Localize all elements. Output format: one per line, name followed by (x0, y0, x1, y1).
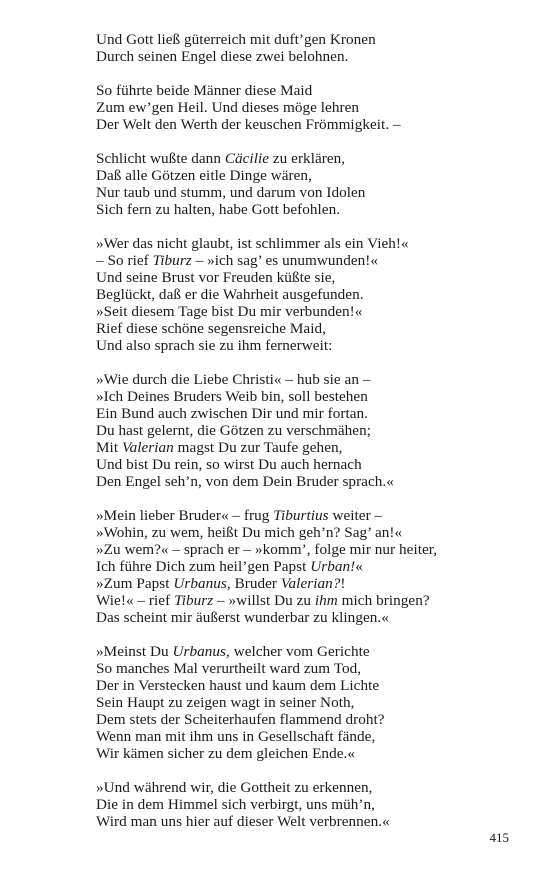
poem-line: Und Gott ließ güterreich mit duft’gen Kronen (96, 31, 376, 48)
poem-line: »Und während wir, die Gottheit zu erkennen, (96, 779, 373, 796)
stanza (96, 235, 516, 354)
poem-line: Sein Haupt zu zeigen wagt in seiner Noth, (96, 694, 355, 711)
poem-line: Ich führe Dich zum heil’gen Papst Urban!« (96, 558, 363, 575)
poem-line: Durch seinen Engel diese zwei belohnen. (96, 48, 349, 65)
poem-line: »Wohin, zu wem, heißt Du mich geh’n? Sag’ an!« (96, 524, 403, 541)
poem-line: Und seine Brust vor Freuden küßte sie, (96, 269, 336, 286)
stanza (96, 643, 516, 762)
poem-line: Das scheint mir äußerst wunderbar zu klingen.« (96, 609, 389, 626)
page-number: 415 (489, 830, 509, 845)
poem-line: Wenn man mit ihm uns in Gesellschaft fände, (96, 728, 376, 745)
poem-text (96, 31, 516, 847)
stanza (96, 31, 516, 65)
poem-line: Dem stets der Scheiterhaufen flammend droht? (96, 711, 385, 728)
poem-line: »Wer das nicht glaubt, ist schlimmer als ein Vieh!« (96, 235, 409, 252)
poem-line: Daß alle Götzen eitle Dinge wären, (96, 167, 312, 184)
poem-line: Wie!« – rief Tiburz – »willst Du zu ihm mich bringen? (96, 592, 430, 609)
italic-name: Urbanus, (173, 575, 231, 592)
poem-line: So führte beide Männer diese Maid (96, 82, 313, 99)
poem-line: Rief diese schöne segensreiche Maid, (96, 320, 326, 337)
poem-line: »Zu wem?« – sprach er – »komm’, folge mir nur heiter, (96, 541, 438, 558)
poem-line: Die in dem Himmel sich verbirgt, uns müh’n, (96, 796, 376, 813)
poem-line: Wird man uns hier auf dieser Welt verbrennen.« (96, 813, 390, 830)
poem-line: Zum ew’gen Heil. Und dieses möge lehren (96, 99, 360, 116)
poem-line: Schlicht wußte dann Cäcilie zu erklären, (96, 150, 346, 167)
stanza (96, 150, 516, 218)
poem-line: Und also sprach sie zu ihm fernerweit: (96, 337, 333, 354)
poem-line: Du hast gelernt, die Götzen zu verschmähen; (96, 422, 372, 439)
poem-line: Sich fern zu halten, habe Gott befohlen. (96, 201, 341, 218)
italic-name: Urban! (310, 558, 356, 575)
poem-line: – So rief Tiburz – »ich sag’ es unumwunden!« (96, 252, 379, 269)
poem-line: »Mein lieber Bruder« – frug Tiburtius weiter – (96, 507, 383, 524)
italic-name: Tiburz (174, 592, 214, 609)
poem-line: »Seit diesem Tage bist Du mir verbunden!« (96, 303, 363, 320)
poem-line: Und bist Du rein, so wirst Du auch hernach (96, 456, 362, 473)
poem-line: Wir kämen sicher zu dem gleichen Ende.« (96, 745, 356, 762)
poem-line: »Wie durch die Liebe Christi« – hub sie an – (96, 371, 371, 388)
italic-name: Valerian? (280, 575, 341, 592)
stanza (96, 779, 516, 830)
italic-name: Tiburtius (273, 507, 329, 524)
poem-line: So manches Mal verurtheilt ward zum Tod, (96, 660, 362, 677)
poem-line: Nur taub und stumm, und darum von Idolen (96, 184, 366, 201)
poem-line: Mit Valerian magst Du zur Taufe gehen, (96, 439, 343, 456)
stanza (96, 507, 516, 626)
italic-name: Cäcilie (224, 150, 270, 167)
poem-line: Der Welt den Werth der keuschen Frömmigkeit. – (96, 116, 401, 133)
stanza (96, 82, 516, 133)
poem-line: »Zum Papst Urbanus, Bruder Valerian?! (96, 575, 346, 592)
poem-line: Den Engel seh’n, von dem Dein Bruder sprach.« (96, 473, 394, 490)
italic-name: Valerian (121, 439, 174, 456)
poem-line: Der in Verstecken haust und kaum dem Lichte (96, 677, 380, 694)
poem-line: »Meinst Du Urbanus, welcher vom Gerichte (96, 643, 370, 660)
italic-name: ihm (314, 592, 338, 609)
stanza (96, 371, 516, 490)
italic-name: Urbanus, (172, 643, 230, 660)
poem-line: Ein Bund auch zwischen Dir und mir fortan. (96, 405, 369, 422)
poem-line: Beglückt, daß er die Wahrheit ausgefunden. (96, 286, 364, 303)
poem-line: »Ich Deines Bruders Weib bin, soll bestehen (96, 388, 368, 405)
italic-name: Tiburz (152, 252, 192, 269)
